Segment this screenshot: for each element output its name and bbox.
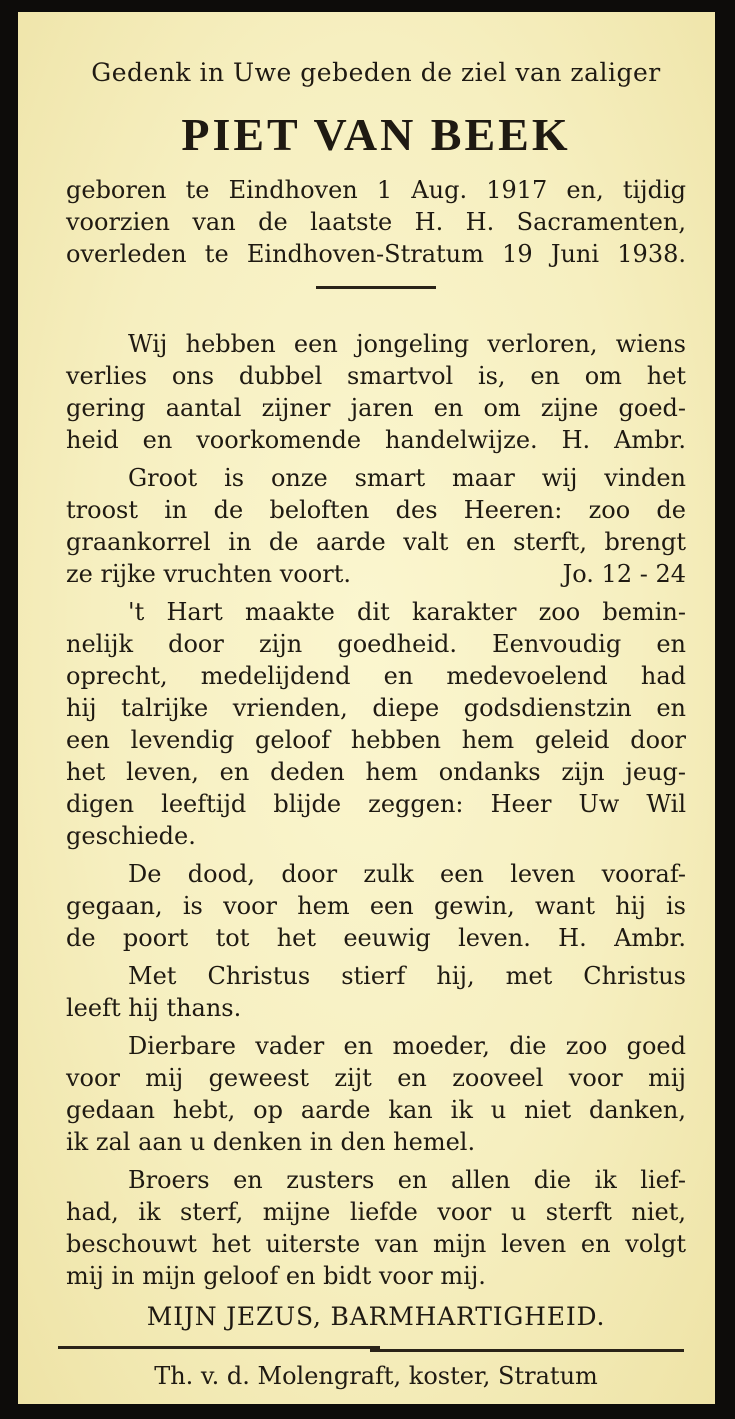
text-line: graankorrel in de aarde valt en sterft, brengt: [66, 528, 686, 556]
text-line: Met Christus stierf hij, met Christus: [128, 962, 686, 990]
text-line: heid en voorkomende handelwijze. H. Ambr.: [66, 426, 686, 454]
text-line: troost in de beloften des Heeren: zoo de: [66, 496, 686, 524]
divider: [316, 286, 436, 289]
text-line: gegaan, is voor hem een gewin, want hij is: [66, 892, 686, 920]
header-line: Gedenk in Uwe gebeden de ziel van zaliger: [91, 58, 661, 87]
printer-credit: Th. v. d. Molengraft, koster, Stratum: [154, 1362, 598, 1390]
text-line: nelijk door zijn goedheid. Eenvoudig en: [66, 630, 686, 658]
birth-line-1: geboren te Eindhoven 1 Aug. 1917 en, tijdig: [66, 176, 686, 204]
paragraph-1: [66, 328, 686, 456]
text-line: mij in mijn geloof en bidt voor mij.: [66, 1262, 486, 1290]
text-line: beschouwt het uiterste van mijn leven en volgt: [66, 1230, 686, 1258]
birth-line-2: voorzien van de laatste H. H. Sacramenten,: [66, 208, 686, 236]
text-line: De dood, door zulk een leven vooraf-: [128, 860, 686, 888]
text-line: gering aantal zijner jaren en om zijne goed-: [66, 394, 686, 422]
death-line: overleden te Eindhoven-Stratum 19 Juni 1938.: [66, 240, 686, 268]
text-line: de poort tot het eeuwig leven. H. Ambr.: [66, 924, 686, 952]
birth-death-block: [66, 174, 686, 270]
text-line-with-citation: [66, 558, 686, 590]
footer-rule-right: [370, 1349, 684, 1352]
paragraph-4: [66, 858, 686, 954]
text-line: Dierbare vader en moeder, die zoo goed: [128, 1032, 686, 1060]
motto: MIJN JEZUS, BARMHARTIGHEID.: [146, 1302, 606, 1331]
deceased-name: PIET VAN BEEK: [181, 109, 571, 160]
text-line: digen leeftijd blijde zeggen: Heer Uw Wil: [66, 790, 686, 818]
text-line: verlies ons dubbel smartvol is, en om het: [66, 362, 686, 390]
text-line: ik zal aan u denken in den hemel.: [66, 1128, 476, 1156]
paragraph-3: [66, 596, 686, 852]
text-line: Broers en zusters en allen die ik lief-: [128, 1166, 686, 1194]
text-line: het leven, en deden hem ondanks zijn jeug-: [66, 758, 686, 786]
text-line: had, ik sterf, mijne liefde voor u sterft niet,: [66, 1198, 686, 1226]
paragraph-6: [66, 1030, 686, 1158]
text-fragment: ze rijke vruchten voort.: [66, 560, 351, 588]
text-line: Groot is onze smart maar wij vinden: [128, 464, 686, 492]
memorial-card: [18, 12, 715, 1404]
paragraph-2: [66, 462, 686, 590]
footer-rule-left: [58, 1346, 380, 1349]
text-body: [66, 328, 686, 1298]
text-line: 't Hart maakte dit karakter zoo bemin-: [128, 598, 686, 626]
text-line: geschiede.: [66, 822, 196, 850]
paragraph-7: [66, 1164, 686, 1292]
text-line: een levendig geloof hebben hem geleid door: [66, 726, 686, 754]
text-line: voor mij geweest zijt en zooveel voor mij: [66, 1064, 686, 1092]
text-line: hij talrijke vrienden, diepe godsdienstzin en: [66, 694, 686, 722]
paragraph-5: [66, 960, 686, 1024]
text-line: gedaan hebt, op aarde kan ik u niet danken,: [66, 1096, 686, 1124]
scripture-citation: Jo. 12 - 24: [562, 560, 686, 588]
text-line: oprecht, medelijdend en medevoelend had: [66, 662, 686, 690]
text-line: Wij hebben een jongeling verloren, wiens: [128, 330, 686, 358]
text-line: leeft hij thans.: [66, 994, 242, 1022]
